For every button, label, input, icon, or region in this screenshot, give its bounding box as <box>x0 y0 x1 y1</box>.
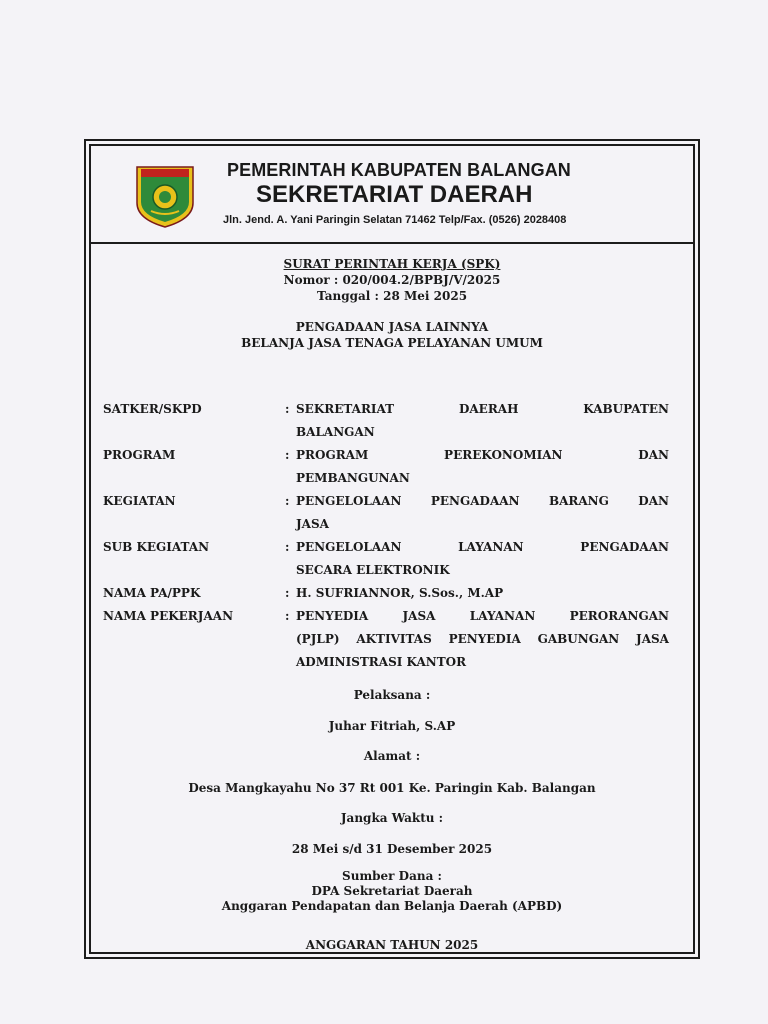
budget-year: ANGGARAN TAHUN 2025 <box>305 938 479 952</box>
field-value-line: (PJLP) AKTIVITAS PENYEDIA GABUNGAN JASA <box>296 632 669 646</box>
field-value <box>296 536 669 582</box>
field-value-line: PEMBANGUNAN <box>296 471 410 485</box>
procurement-subject <box>91 319 693 351</box>
field-value-line: BALANGAN <box>296 425 375 439</box>
field-value-line: PROGRAM PEREKONOMIAN DAN <box>296 448 669 462</box>
gov-name: PEMERINTAH KABUPATEN BALANGAN <box>227 160 571 180</box>
field-value-line: PENYEDIA JASA LAYANAN PERORANGAN <box>296 609 669 623</box>
spk-fields <box>103 398 669 674</box>
document-frame <box>84 139 700 959</box>
spk-heading <box>91 256 693 304</box>
jangka-value: 28 Mei s/d 31 Desember 2025 <box>291 842 493 856</box>
field-value-line: JASA <box>296 517 329 531</box>
pelaksana-value: Juhar Fitriah, S.AP <box>328 719 456 733</box>
office-name: SEKRETARIAT DAERAH <box>256 181 533 208</box>
spk-number: Nomor : 020/004.2/BPBJ/V/2025 <box>283 273 501 287</box>
field-colon: : <box>285 402 290 416</box>
subject-line-1: PENGADAAN JASA LAINNYA <box>295 320 489 334</box>
field-row <box>103 536 669 582</box>
pelaksana-label: Pelaksana : <box>353 688 431 702</box>
funding-source <box>91 869 693 914</box>
field-value-line: SEKRETARIAT DAERAH KABUPATEN <box>296 402 669 416</box>
field-row <box>103 582 669 605</box>
field-value-line: ADMINISTRASI KANTOR <box>296 655 467 669</box>
document-inner-frame <box>89 144 695 954</box>
spk-title: SURAT PERINTAH KERJA (SPK) <box>283 257 501 271</box>
sumber-line-2: Anggaran Pendapatan dan Belanja Daerah (APBD) <box>221 899 563 913</box>
alamat-label: Alamat : <box>363 749 421 763</box>
field-value <box>296 490 669 536</box>
field-value <box>296 605 669 674</box>
field-label: SUB KEGIATAN <box>103 540 210 554</box>
field-value-line: SECARA ELEKTRONIK <box>296 563 450 577</box>
field-value-line: PENGELOLAAN PENGADAAN BARANG DAN <box>296 494 669 508</box>
field-row <box>103 605 669 674</box>
field-label: NAMA PA/PPK <box>103 586 201 600</box>
sumber-label: Sumber Dana : <box>342 869 442 883</box>
field-colon: : <box>285 586 290 600</box>
field-row <box>103 490 669 536</box>
spk-date: Tanggal : 28 Mei 2025 <box>316 289 468 303</box>
office-address: Jln. Jend. A. Yani Paringin Selatan 71462 Telp/Fax. (0526) 2028408 <box>223 214 567 226</box>
subject-line-2: BELANJA JASA TENAGA PELAYANAN UMUM <box>241 336 543 350</box>
field-label: SATKER/SKPD <box>103 402 202 416</box>
field-row <box>103 398 669 444</box>
letterhead <box>91 146 693 244</box>
field-colon: : <box>285 540 290 554</box>
field-label: KEGIATAN <box>103 494 176 508</box>
field-value <box>296 398 669 444</box>
field-colon: : <box>285 448 290 462</box>
sumber-line-1: DPA Sekretariat Daerah <box>311 884 473 898</box>
field-label: PROGRAM <box>103 448 176 462</box>
field-row <box>103 444 669 490</box>
field-colon: : <box>285 609 290 623</box>
field-value <box>296 582 669 605</box>
field-value-line: PENGELOLAAN LAYANAN PENGADAAN <box>296 540 669 554</box>
field-label: NAMA PEKERJAAN <box>103 609 234 623</box>
field-value-line: H. SUFRIANNOR, S.Sos., M.AP <box>296 586 504 600</box>
field-colon: : <box>285 494 290 508</box>
alamat-value: Desa Mangkayahu No 37 Rt 001 Ke. Paringin Kab. Balangan <box>188 781 596 795</box>
jangka-label: Jangka Waktu : <box>340 811 444 825</box>
balangan-emblem-icon <box>135 165 195 229</box>
field-value <box>296 444 669 490</box>
